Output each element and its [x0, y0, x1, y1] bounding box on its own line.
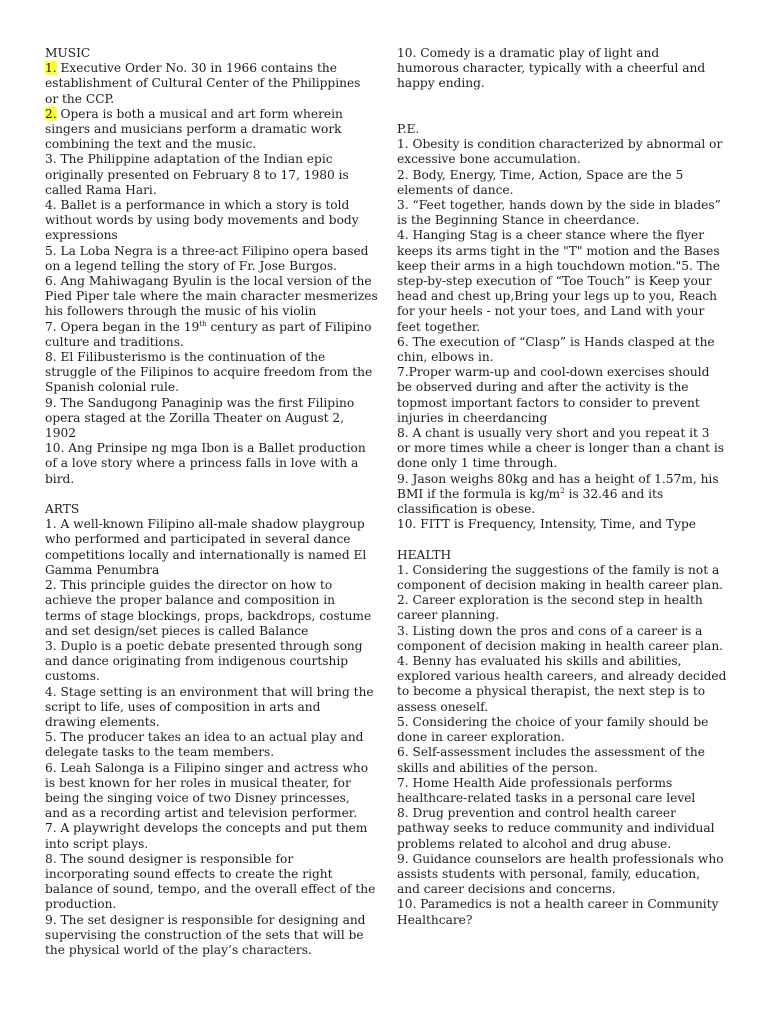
text-line: chin, elbows in. — [397, 350, 494, 365]
text-line: Gamma Penumbra — [45, 562, 160, 577]
music-item-4-line: expressions — [45, 228, 118, 243]
text-line: being the singing voice of two Disney princesses, — [45, 790, 350, 805]
section-spacer — [397, 92, 727, 107]
music-item-9-line: 9. The Sandugong Panaginip was the first Filipino — [45, 395, 355, 410]
left-column — [45, 46, 378, 958]
pe-bmi-pre: BMI if the formula is kg/m — [397, 486, 561, 501]
text-line: is the Beginning Stance in cheerdance. — [397, 213, 640, 228]
text-line: 7. Home Health Aide professionals performs — [397, 775, 673, 790]
text-line: head and chest up,Bring your legs up to you, Reach — [397, 289, 718, 304]
text-line: 4. Benny has evaluated his skills and abilities, — [397, 654, 682, 669]
pe-bmi-line — [397, 487, 727, 502]
text-line: the physical world of the play’s characters. — [45, 942, 312, 957]
text-line: Healthcare? — [397, 912, 473, 927]
text-line: 9. Guidance counselors are health professionals who — [397, 851, 724, 866]
superscript-th: th — [199, 319, 207, 328]
pe-list — [397, 137, 727, 487]
text-line: done in career exploration. — [397, 730, 565, 745]
text-line: excessive bone accumulation. — [397, 152, 581, 167]
music-item-4-line: 4. Ballet is a performance in which a story is told — [45, 198, 350, 213]
music-item-2-line: combining the text and the music. — [45, 137, 257, 152]
text-line: assists students with personal, family, education, — [397, 866, 700, 881]
music-item-7-first-line — [45, 320, 375, 335]
text-line: 2. Career exploration is the second step in health — [397, 593, 703, 608]
text-line: keep their arms in a high touchdown motion."5. The — [397, 258, 720, 273]
music-item-6-line: 6. Ang Mahiwagang Byulin is the local version of the — [45, 274, 372, 289]
music-item-10-line: bird. — [45, 471, 75, 486]
text-line: who performed and participated in several dance — [45, 532, 351, 547]
music-item-7-pre: 7. Opera began in the 19 — [45, 319, 200, 334]
section-spacer — [397, 107, 727, 122]
text-line: keeps its arms tight in the "T" motion and the Bases — [397, 243, 720, 258]
text-line: to become a physical therapist, the next step is to — [397, 684, 706, 699]
text-line: problems related to alcohol and drug abuse. — [397, 836, 672, 851]
text-line: career planning. — [397, 608, 500, 623]
text-line: 8. Drug prevention and control health career — [397, 806, 676, 821]
text-line: balance of sound, tempo, and the overall effect of the — [45, 882, 376, 897]
text-line: 7. A playwright develops the concepts and put them — [45, 821, 368, 836]
text-line: 3. Listing down the pros and cons of a career is a — [397, 623, 703, 638]
music-item-1-text: Executive Order No. 30 in 1966 contains the — [60, 61, 337, 76]
text-line: script to life, uses of composition in arts and — [45, 699, 321, 714]
text-line: 8. A chant is usually very short and you repeat it 3 — [397, 426, 710, 441]
text-line: 1. Considering the suggestions of the family is not a — [397, 562, 720, 577]
text-line: 10. Comedy is a dramatic play of light and — [397, 46, 660, 60]
pe-bmi-post: is 32.46 and its — [564, 486, 664, 501]
text-line: 1. A well-known Filipino all-male shadow playgroup — [45, 517, 365, 532]
arts-list — [45, 517, 375, 958]
text-line: 6. The execution of “Clasp” is Hands clasped at the — [397, 334, 715, 349]
music-item-1-line: or the CCP. — [45, 91, 115, 106]
text-line: achieve the proper balance and composition in — [45, 593, 335, 608]
music-item-4-line: without words by using body movements and body — [45, 213, 359, 228]
text-line: component of decision making in health career plan. — [397, 578, 724, 593]
text-line: happy ending. — [397, 76, 485, 91]
music-item-10-line: of a love story where a princess falls in love with a — [45, 456, 359, 471]
health-list — [397, 563, 727, 928]
text-line: supervising the construction of the sets that will be — [45, 927, 364, 942]
health-heading: HEALTH — [397, 547, 452, 562]
text-line: classification is obese. — [397, 502, 536, 517]
text-line: 5. The producer takes an idea to an actual play and — [45, 730, 364, 745]
music-item-9-line: 1902 — [45, 426, 77, 441]
text-line: component of decision making in health career plan. — [397, 638, 724, 653]
text-line: 3. “Feet together, hands down by the side in blades” — [397, 198, 721, 212]
text-line: drawing elements. — [45, 714, 160, 729]
music-item-6-line: Pied Piper tale where the main character mesmerizes — [45, 289, 378, 304]
section-spacer — [45, 487, 375, 502]
text-line: pathway seeks to reduce community and individual — [397, 821, 715, 836]
text-line: 6. Leah Salonga is a Filipino singer and actress who — [45, 760, 369, 775]
text-line: done only 1 time through. — [397, 456, 558, 471]
pe-list-end — [397, 502, 727, 532]
music-item-7-post: century as part of Filipino — [206, 319, 372, 334]
text-line: feet together. — [397, 319, 481, 334]
text-line: healthcare-related tasks in a personal care level — [397, 790, 696, 805]
text-line: 7.Proper warm-up and cool-down exercises should — [397, 365, 710, 380]
text-line: assess oneself. — [397, 699, 489, 714]
text-line: be observed during and after the activity is the — [397, 380, 689, 395]
text-line: 4. Stage setting is an environment that will bring the — [45, 684, 374, 699]
text-line: humorous character, typically with a cheerful and — [397, 61, 706, 76]
text-line: customs. — [45, 669, 100, 684]
text-line: production. — [45, 897, 117, 912]
music-item-5-line: 5. La Loba Negra is a three-act Filipino opera based — [45, 243, 369, 258]
text-line: into script plays. — [45, 836, 149, 851]
text-line: 1. Obesity is condition characterized by abnormal or — [397, 137, 723, 152]
highlight-number-1: 1. — [45, 61, 57, 76]
music-heading: MUSIC — [45, 46, 91, 60]
text-line: terms of stage blockings, props, backdrops, costume — [45, 608, 372, 623]
text-line: injuries in cheerdancing — [397, 410, 548, 425]
text-line: and career decisions and concerns. — [397, 882, 616, 897]
music-item-7-line: culture and traditions. — [45, 334, 184, 349]
music-item-8-line: Spanish colonial rule. — [45, 380, 179, 395]
superscript-2: 2 — [560, 486, 565, 495]
text-line: topmost important factors to consider to prevent — [397, 395, 700, 410]
music-item-3-line: called Rama Hari. — [45, 182, 157, 197]
text-line: 9. Jason weighs 80kg and has a height of 1.57m, his — [397, 471, 719, 486]
music-item-2-line: singers and musicians perform a dramatic work — [45, 122, 342, 137]
text-line: delegate tasks to the team members. — [45, 745, 275, 760]
highlight-number-2: 2. — [45, 106, 57, 121]
music-item-2-first-line — [45, 107, 375, 122]
text-line: is best known for her roles in musical theater, for — [45, 775, 351, 790]
text-line: competitions locally and internationally is named El — [45, 547, 367, 562]
text-line: for your heels - not your toes, and Land with your — [397, 304, 705, 319]
music-item-9-line: opera staged at the Zorilla Theater on August 2, — [45, 410, 345, 425]
music-item-10-line: 10. Ang Prinsipe ng mga Ibon is a Ballet production — [45, 441, 366, 456]
text-line: step-by-step execution of “Toe Touch” is Keep your — [397, 274, 712, 289]
text-line: 5. Considering the choice of your family should be — [397, 714, 709, 729]
text-line: 6. Self-assessment includes the assessment of the — [397, 745, 705, 760]
music-item-8-line: 8. El Filibusterismo is the continuation of the — [45, 350, 326, 365]
music-item-6-line: his followers through the music of his violin — [45, 304, 317, 319]
text-line: 8. The sound designer is responsible for — [45, 851, 294, 866]
text-line: or more times while a cheer is longer than a chant is — [397, 441, 725, 456]
text-line: 3. Duplo is a poetic debate presented through song — [45, 638, 363, 653]
text-line: incorporating sound effects to create the right — [45, 866, 333, 881]
text-line: elements of dance. — [397, 182, 514, 197]
music-item-3-line: originally presented on February 8 to 17, 1980 is — [45, 167, 349, 182]
pe-heading: P.E. — [397, 121, 420, 136]
text-line: 4. Hanging Stag is a cheer stance where the flyer — [397, 228, 705, 243]
comedy-item — [397, 46, 727, 92]
arts-heading: ARTS — [45, 502, 80, 517]
music-item-2-text: Opera is both a musical and art form wherein — [60, 106, 343, 121]
text-line: skills and abilities of the person. — [397, 760, 598, 775]
text-line: and as a recording artist and television performer. — [45, 806, 358, 821]
music-item-3-line: 3. The Philippine adaptation of the Indian epic — [45, 152, 333, 167]
text-line: 10. FITT is Frequency, Intensity, Time, and Type — [397, 517, 697, 532]
text-line: and set design/set pieces is called Balance — [45, 623, 309, 638]
music-item-1-line: establishment of Cultural Center of the Philippines — [45, 76, 361, 91]
music-item-1-first-line — [45, 61, 375, 76]
text-line: 10. Paramedics is not a health career in Community — [397, 897, 719, 912]
text-line: explored various health careers, and already decided — [397, 669, 727, 684]
text-line: 9. The set designer is responsible for designing and — [45, 912, 366, 927]
right-column — [397, 46, 727, 928]
text-line: 2. This principle guides the director on how to — [45, 578, 333, 593]
text-line: 2. Body, Energy, Time, Action, Space are the 5 — [397, 167, 684, 182]
music-item-8-line: struggle of the Filipinos to acquire freedom from the — [45, 365, 373, 380]
text-line: and dance originating from indigenous courtship — [45, 654, 349, 669]
music-item-5-line: on a legend telling the story of Fr. Jose Burgos. — [45, 258, 337, 273]
section-spacer — [397, 532, 727, 547]
